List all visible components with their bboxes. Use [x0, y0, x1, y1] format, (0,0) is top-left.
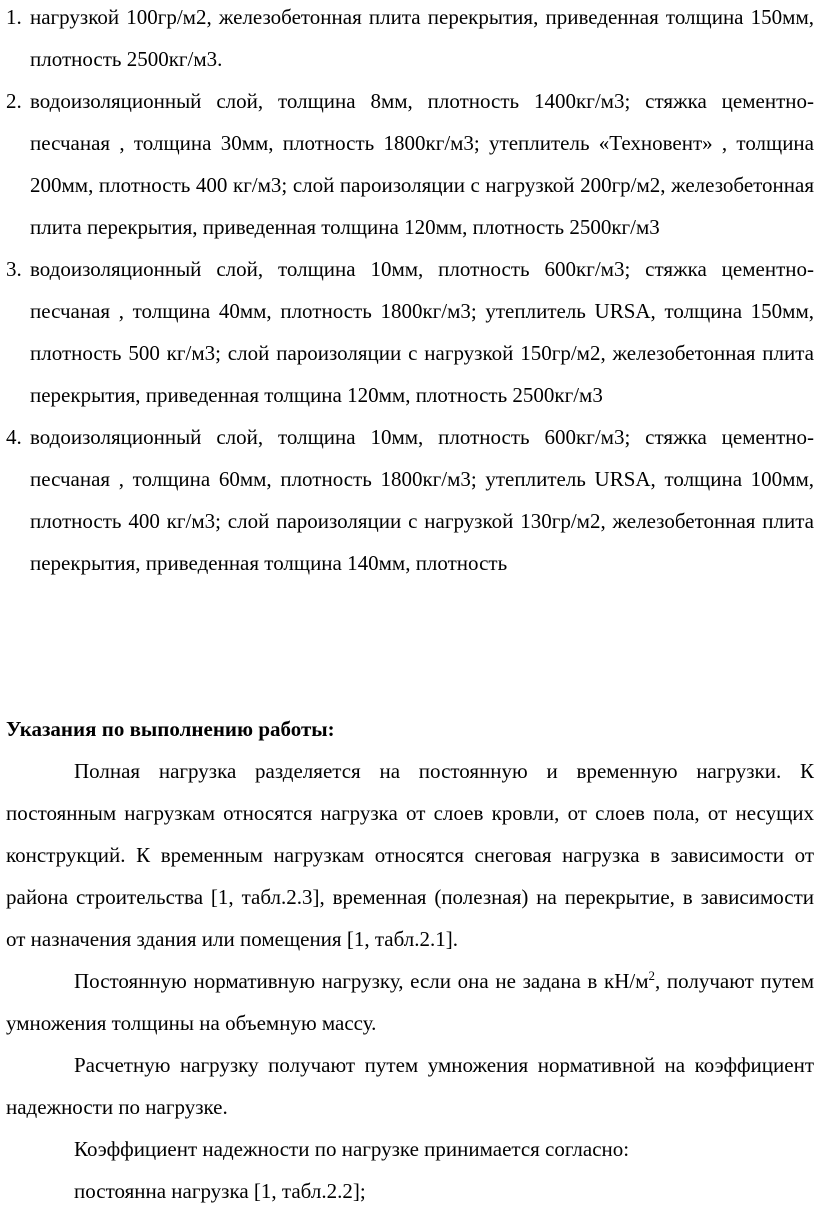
paragraph-normative-load [6, 960, 814, 1044]
list-item-text: водоизоляционный слой, толщина 8мм, плотность 1400кг/м3; стяжка цементно-песчаная , толщина 30мм, плотность 1800кг/м3; утеплитель «Техновент» , толщина 200мм, плотность 400 кг/м3; слой пароизоляции с нагрузкой 200гр/м2, железобетонная плита перекрытия, приведенная толщина 120мм, плотность 2500кг/м3 [30, 89, 814, 239]
paragraph-text: Постоянную нормативную нагрузку, если она не задана в кН/м [74, 969, 649, 993]
paragraph-design-load: Расчетную нагрузку получают путем умножения нормативной на коэффициент надежности по нагрузке. [6, 1053, 814, 1119]
paragraph-text: , получают путем умножения толщины на объемную массу. [6, 969, 814, 1035]
section-heading: Указания по выполнению работы: [6, 717, 335, 741]
list-item-text: водоизоляционный слой, толщина 10мм, плотность 600кг/м3; стяжка цементно-песчаная , толщина 60мм, плотность 1800кг/м3; утеплитель URSA, толщина 100мм, плотность 400 кг/м3; слой пароизоляции с нагрузкой 130гр/м2, железобетонная плита перекрытия, приведенная толщина 140мм, плотность [30, 425, 814, 575]
list-item-number: 1. [6, 5, 22, 29]
paragraph-permanent-load: постоянна нагрузка [1, табл.2.2]; [74, 1179, 366, 1203]
paragraph-reliability-factor: Коэффициент надежности по нагрузке принимается согласно: [74, 1137, 630, 1161]
paragraph-load-types: Полная нагрузка разделяется на постоянную и временную нагрузки. К постоянным нагрузкам относятся нагрузка от слоев кровли, от слоев пола, от несущих конструкций. К временным нагрузкам относятся снеговая нагрузка в зависимости от района строительства [1, табл.2.3], временная (полезная) на перекрытие, в зависимости от назначения здания или помещения [1, табл.2.1]. [6, 759, 814, 951]
list-item [6, 0, 814, 80]
superscript: 2 [648, 968, 655, 983]
list-item-number: 4. [6, 425, 22, 449]
list-item-text: водоизоляционный слой, толщина 10мм, плотность 600кг/м3; стяжка цементно-песчаная , толщина 40мм, плотность 1800кг/м3; утеплитель URSA, толщина 150мм, плотность 500 кг/м3; слой пароизоляции с нагрузкой 150гр/м2, железобетонная плита перекрытия, приведенная толщина 120мм, плотность 2500кг/м3 [30, 257, 814, 407]
list-item [6, 80, 814, 248]
numbered-list [6, 0, 814, 584]
list-item-text: нагрузкой 100гр/м2, железобетонная плита перекрытия, приведенная толщина 150мм, плотность 2500кг/м3. [30, 5, 814, 71]
list-item-number: 3. [6, 257, 22, 281]
list-item [6, 416, 814, 584]
instructions-section [6, 708, 814, 1212]
list-item-number: 2. [6, 89, 22, 113]
list-item [6, 248, 814, 416]
